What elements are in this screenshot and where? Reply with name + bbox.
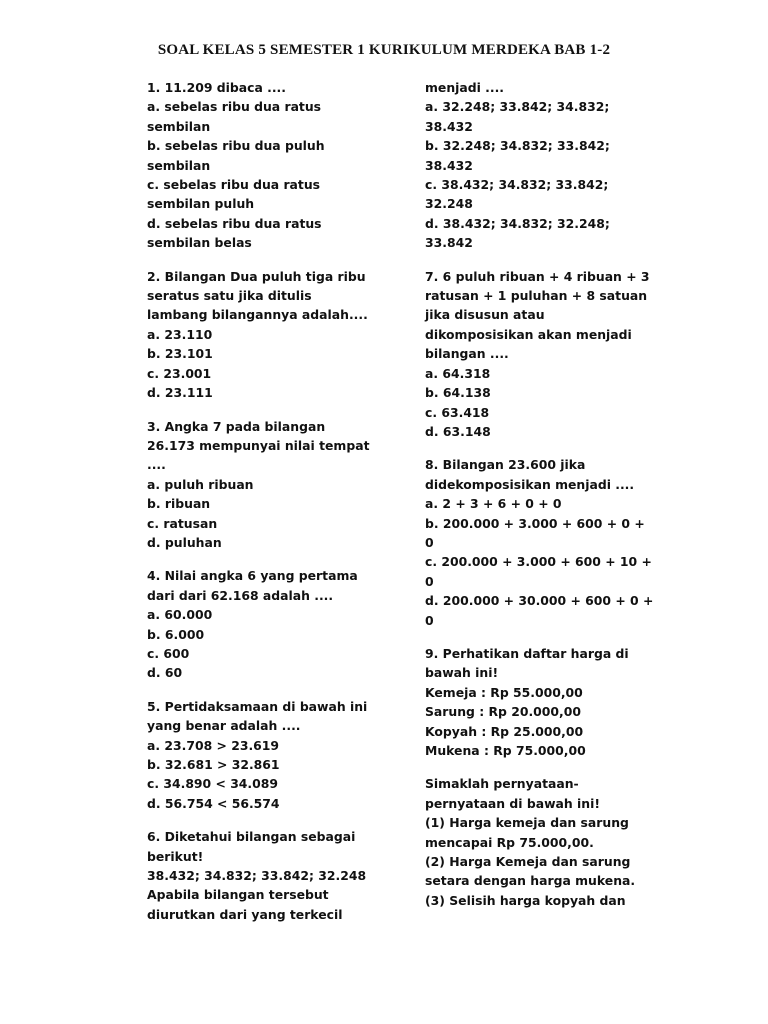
question-text-line: 26.173 mempunyai nilai tempat xyxy=(147,437,370,453)
question-text-line: jika disusun atau xyxy=(425,307,545,323)
left-question-block xyxy=(147,267,387,403)
question-text-line: (1) Harga kemeja dan sarung xyxy=(425,815,629,831)
question-text-line: d. sebelas ribu dua ratus xyxy=(147,215,322,231)
question-text-line: ratusan + 1 puluhan + 8 satuan xyxy=(425,288,648,304)
question-text-line: b. ribuan xyxy=(147,496,211,512)
question-text-line: 8. Bilangan 23.600 jika xyxy=(425,457,586,473)
question-text-line: Kemeja : Rp 55.000,00 xyxy=(425,684,583,700)
question-text-line: b. 64.138 xyxy=(425,385,491,401)
question-text-line: d. 56.754 < 56.574 xyxy=(147,795,280,811)
question-text-line: setara dengan harga mukena. xyxy=(425,873,636,889)
question-text-line: 0 xyxy=(425,534,434,550)
right-question-block xyxy=(425,774,665,910)
question-text-line: sembilan puluh xyxy=(147,196,255,212)
question-text-line: seratus satu jika ditulis xyxy=(147,288,312,304)
right-question-block xyxy=(425,455,665,630)
question-text-line: sembilan belas xyxy=(147,235,252,251)
question-text-line: b. sebelas ribu dua puluh xyxy=(147,138,325,154)
left-question-block xyxy=(147,417,387,553)
question-text-line: b. 32.248; 34.832; 33.842; xyxy=(425,138,610,154)
question-text-line: c. 34.890 < 34.089 xyxy=(147,776,279,792)
question-text-line: Simaklah pernyataan- xyxy=(425,776,579,792)
question-text-line: 5. Pertidaksamaan di bawah ini xyxy=(147,698,368,714)
question-text-line: c. ratusan xyxy=(147,515,218,531)
question-text-line: d. 23.111 xyxy=(147,385,213,401)
question-text-line: Mukena : Rp 75.000,00 xyxy=(425,743,586,758)
question-text-line: c. 63.418 xyxy=(425,404,490,420)
left-question-block xyxy=(147,566,387,682)
question-text-line: 33.842 xyxy=(425,235,473,251)
question-text-line: sembilan xyxy=(147,157,211,173)
question-text-line: 7. 6 puluh ribuan + 4 ribuan + 3 xyxy=(425,268,650,284)
left-column xyxy=(147,78,387,938)
question-text-line: a. 64.318 xyxy=(425,365,491,381)
question-text-line: bilangan .... xyxy=(425,346,509,362)
question-text-line: bawah ini! xyxy=(425,665,499,681)
question-text-line: berikut! xyxy=(147,848,204,864)
question-text-line: (3) Selisih harga kopyah dan xyxy=(425,892,626,908)
question-text-line: b. 23.101 xyxy=(147,346,213,362)
question-text-line: 6. Diketahui bilangan sebagai xyxy=(147,829,356,845)
question-text-line: c. sebelas ribu dua ratus xyxy=(147,177,321,193)
question-text-line: a. 23.110 xyxy=(147,326,213,342)
question-text-line: c. 23.001 xyxy=(147,365,212,381)
question-text-line: c. 200.000 + 3.000 + 600 + 10 + xyxy=(425,554,652,570)
question-text-line: b. 200.000 + 3.000 + 600 + 0 + xyxy=(425,515,645,531)
question-text-line: a. 32.248; 33.842; 34.832; xyxy=(425,99,610,115)
question-text-line: d. 38.432; 34.832; 32.248; xyxy=(425,215,610,231)
page-title: SOAL KELAS 5 SEMESTER 1 KURIKULUM MERDEKA BAB 1-2 xyxy=(157,42,611,58)
question-text-line: lambang bilangannya adalah.... xyxy=(147,307,368,323)
left-question-block xyxy=(147,697,387,813)
left-question-block xyxy=(147,827,387,924)
question-text-line: a. sebelas ribu dua ratus xyxy=(147,99,322,115)
question-text-line: (2) Harga Kemeja dan sarung xyxy=(425,854,631,870)
question-text-line: pernyataan di bawah ini! xyxy=(425,795,600,811)
question-text-line: 38.432 xyxy=(425,157,473,173)
question-text-line: dikomposisikan akan menjadi xyxy=(425,326,632,342)
question-text-line: d. 63.148 xyxy=(425,423,491,439)
question-text-line: a. 23.708 > 23.619 xyxy=(147,737,280,753)
right-question-block xyxy=(425,267,665,442)
question-text-line: didekomposisikan menjadi .... xyxy=(425,476,635,492)
question-text-line: dari dari 62.168 adalah .... xyxy=(147,587,334,603)
question-text-line: Apabila bilangan tersebut xyxy=(147,887,329,903)
question-text-line: b. 32.681 > 32.861 xyxy=(147,757,280,772)
question-text-line: c. 600 xyxy=(147,645,190,661)
question-text-line: d. puluhan xyxy=(147,534,222,550)
right-question-block xyxy=(425,644,665,760)
question-text-line: 32.248 xyxy=(425,196,473,212)
question-text-line: 38.432 xyxy=(425,118,473,134)
question-text-line: b. 6.000 xyxy=(147,626,205,642)
question-text-line: 0 xyxy=(425,573,434,589)
question-text-line: 0 xyxy=(425,612,434,628)
left-question-block xyxy=(147,78,387,253)
right-column xyxy=(425,78,665,924)
question-text-line: 3. Angka 7 pada bilangan xyxy=(147,418,326,434)
question-text-line: 9. Perhatikan daftar harga di xyxy=(425,645,629,661)
question-text-line: d. 200.000 + 30.000 + 600 + 0 + xyxy=(425,593,654,609)
question-text-line: d. 60 xyxy=(147,665,183,681)
question-text-line: 1. 11.209 dibaca .... xyxy=(147,80,286,95)
question-text-line: diurutkan dari yang terkecil xyxy=(147,906,343,922)
question-text-line: yang benar adalah .... xyxy=(147,718,301,734)
question-text-line: a. 60.000 xyxy=(147,607,213,623)
question-text-line: .... xyxy=(147,457,166,473)
question-text-line: Sarung : Rp 20.000,00 xyxy=(425,704,581,720)
question-text-line: 4. Nilai angka 6 yang pertama xyxy=(147,568,358,584)
question-text-line: menjadi .... xyxy=(425,80,505,95)
question-text-line: sembilan xyxy=(147,118,211,134)
question-text-line: a. puluh ribuan xyxy=(147,476,254,492)
question-text-line: mencapai Rp 75.000,00. xyxy=(425,834,594,850)
question-text-line: c. 38.432; 34.832; 33.842; xyxy=(425,177,609,193)
question-text-line: Kopyah : Rp 25.000,00 xyxy=(425,723,584,739)
question-text-line: a. 2 + 3 + 6 + 0 + 0 xyxy=(425,496,562,512)
question-text-line: 38.432; 34.832; 33.842; 32.248 xyxy=(147,868,367,884)
right-question-block xyxy=(425,78,665,253)
question-text-line: 2. Bilangan Dua puluh tiga ribu xyxy=(147,268,366,284)
